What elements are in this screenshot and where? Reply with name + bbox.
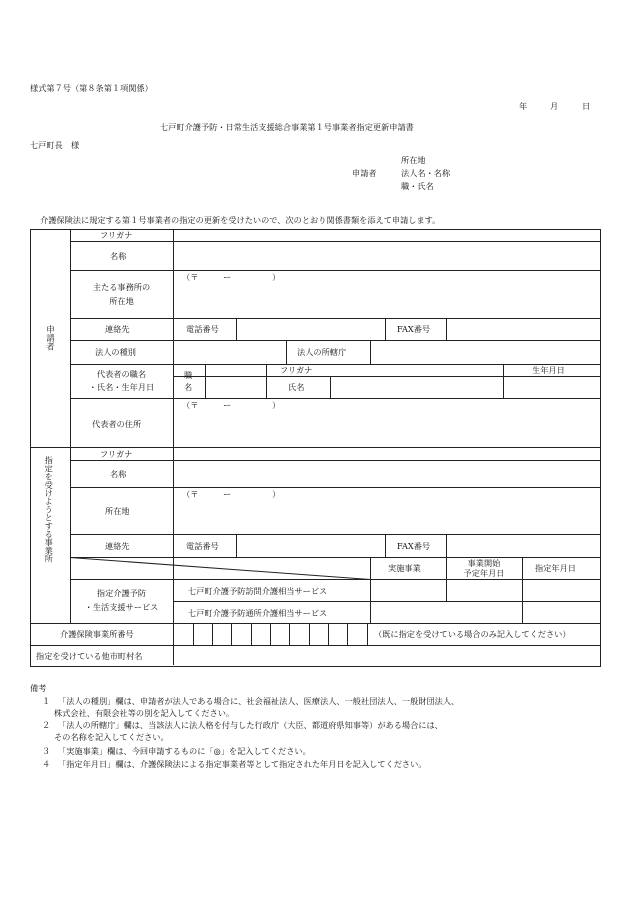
form-number: 様式第７号（第８条第１項関係） (30, 83, 153, 93)
facility-postal: （〒 ー ） (182, 489, 281, 499)
intro-text: 介護保険法に規定する第１号事業者の指定の更新を受けたいので、次のとおり関係書類を添えて申請します。 (40, 215, 441, 225)
label-furigana-rep: フリガナ (280, 365, 313, 375)
note-1-line-1: 「法人の種別」欄は、申請者が法人である場合に、社会福祉法人、医療法人、一般社団法人、一般財団法人、 (58, 696, 460, 706)
label-rep-title-1: 代表者の職名 (96, 369, 147, 379)
label-facility-furigana: フリガナ (100, 449, 133, 459)
label-tel: 電話番号 (186, 324, 219, 334)
label-shimei: 氏名 (288, 382, 305, 392)
label-facility-tel: 電話番号 (186, 541, 219, 551)
label-contact: 連絡先 (105, 324, 130, 334)
date-year: 年 (519, 101, 528, 111)
note-2-number: ２ (42, 720, 51, 730)
label-facility-name: 名称 (110, 469, 127, 479)
applicant-rep-name-label: 職・氏名 (401, 181, 434, 191)
notes-heading: 備考 (30, 683, 47, 693)
label-shokumei-1: 職 (184, 370, 193, 380)
label-office-number: 介護保険事業所番号 (60, 629, 134, 639)
date-day: 日 (582, 101, 591, 111)
note-2-line-1: 「法人の所轄庁」欄は、当該法人に法人格を付与した行政庁（大臣、都道府県知事等）がある場合には、 (58, 720, 443, 730)
main-office-postal: （〒 ー ） (182, 272, 281, 282)
applicant-address-label: 所在地 (401, 155, 426, 165)
form-title: 七戸町介護予防・日常生活支援総合事業第１号事業者指定更新申請書 (160, 122, 414, 132)
note-2-line-2: その名称を記入してください。 (54, 732, 169, 742)
service-home-visit: 七戸町介護予防訪問介護相当サービス (188, 586, 328, 596)
applicant-corp-name-label: 法人名・名称 (401, 168, 451, 178)
label-furigana: フリガナ (100, 230, 133, 240)
note-1-number: １ (42, 696, 51, 706)
rep-address-postal: （〒 ー ） (182, 400, 281, 410)
label-start-date-2: 予定年月日 (463, 568, 505, 578)
applicant-label: 申請者 (352, 168, 377, 178)
label-facility-fax: FAX番号 (397, 541, 431, 551)
label-rep-address: 代表者の住所 (92, 419, 142, 429)
label-shokumei-2: 名 (184, 382, 193, 392)
addressee: 七戸町長 様 (30, 140, 80, 150)
label-other-towns: 指定を受けている他市町村名 (36, 651, 143, 661)
label-service-category-1: 指定介護予防 (96, 588, 147, 598)
label-birth: 生年月日 (532, 365, 565, 375)
label-main-office-2: 所在地 (109, 296, 134, 306)
label-corp-authority: 法人の所轄庁 (297, 347, 347, 357)
label-designation-date: 指定年月日 (535, 563, 576, 573)
note-1-line-2: 株式会社、有限会社等の別を記入してください。 (54, 708, 235, 718)
label-start-date-1: 事業開始 (467, 558, 501, 568)
label-service-category-2: ・生活支援サービス (84, 602, 159, 612)
label-main-office-1: 主たる事務所の (92, 282, 151, 292)
section-facility: 指定を受けようとする事業所 (44, 456, 55, 563)
note-4-line-1: 「指定年月日」欄は、介護保険法による指定事業者等として指定された年月日を記入してください。 (58, 759, 427, 769)
office-number-note: （既に指定を受けている場合のみ記入してください） (374, 629, 571, 639)
service-day-care: 七戸町介護予防通所介護相当サービス (188, 608, 328, 618)
label-name: 名称 (110, 251, 127, 261)
note-3-number: ３ (42, 746, 51, 756)
label-corp-type: 法人の種別 (95, 347, 136, 357)
label-fax: FAX番号 (397, 324, 431, 334)
label-implemented: 実施事業 (388, 563, 421, 573)
label-facility-contact: 連絡先 (105, 541, 130, 551)
label-rep-title-2: ・氏名・生年月日 (88, 382, 155, 392)
note-3-line-1: 「実施事業」欄は、今回申請するものに「◎」を記入してください。 (58, 746, 311, 756)
section-applicant: 申請者 (44, 325, 55, 351)
label-facility-location: 所在地 (105, 506, 130, 516)
date-month: 月 (550, 101, 559, 111)
note-4-number: ４ (42, 759, 51, 769)
